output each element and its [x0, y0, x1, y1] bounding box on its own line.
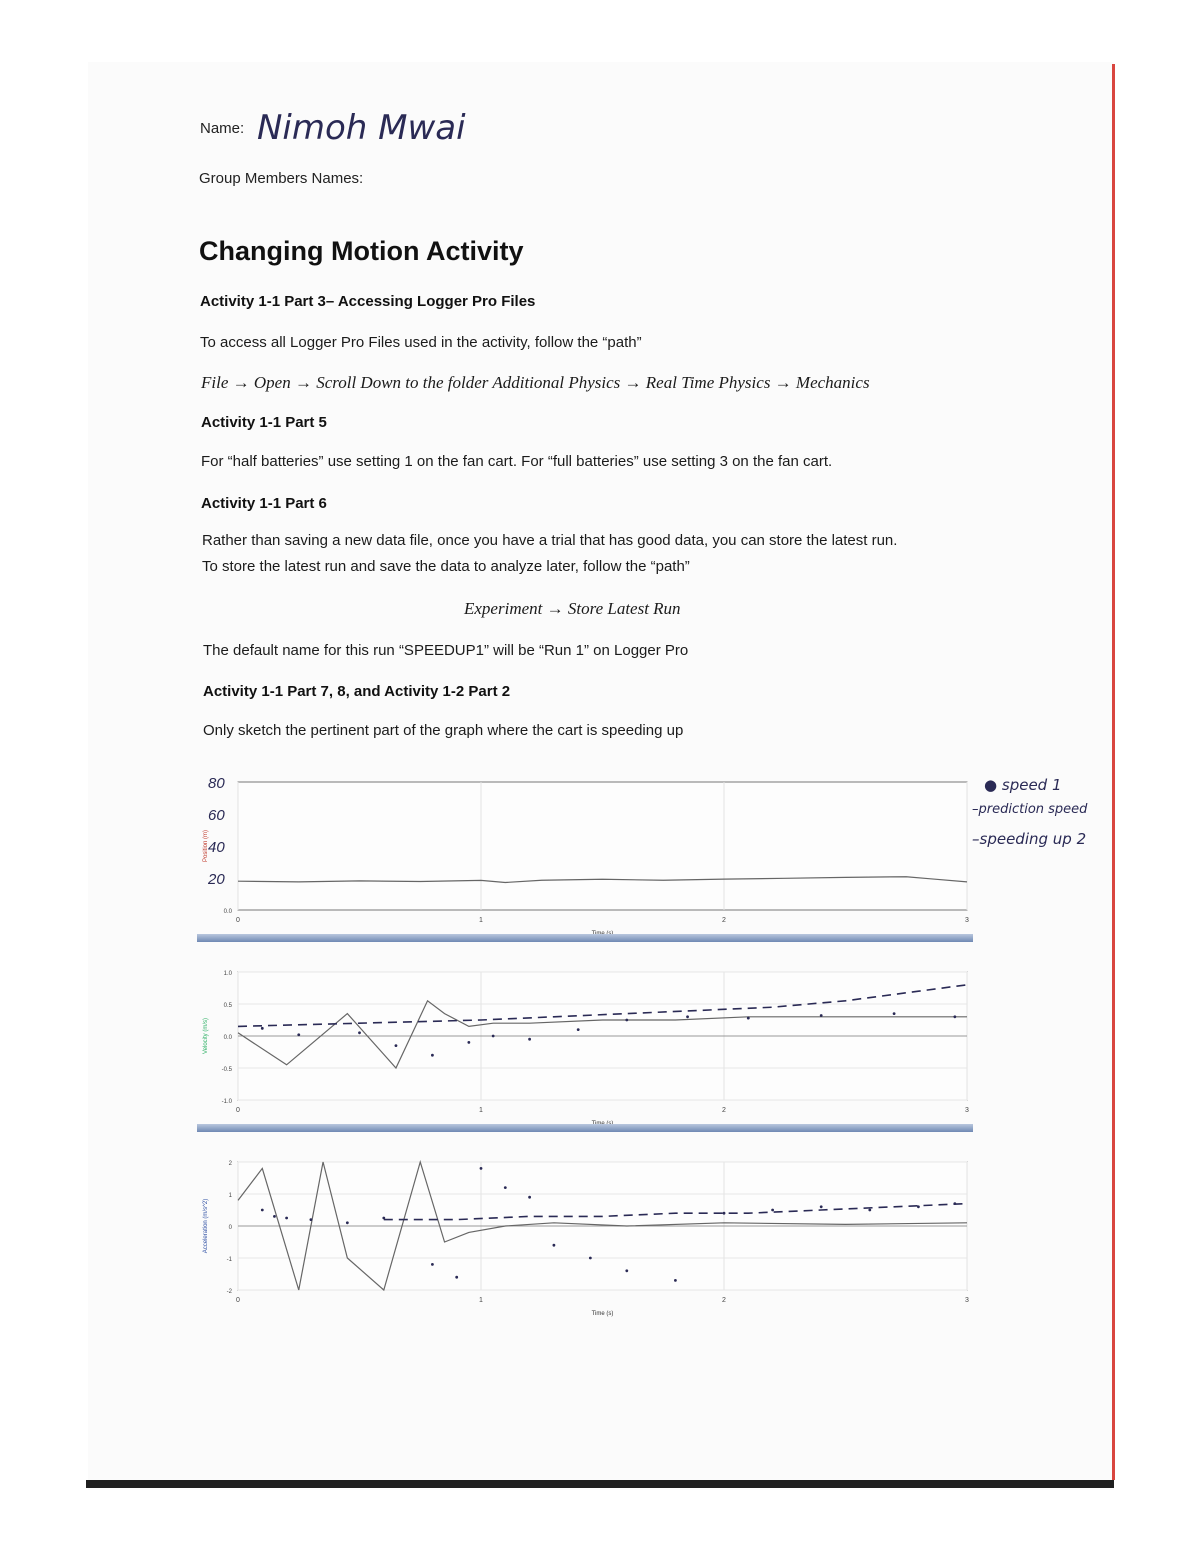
series-point-speed-1: [504, 1186, 507, 1189]
section-text-part6-line2: To store the latest run and save the data to analyze later, follow the “path”: [202, 558, 690, 575]
y-tick-label: -1: [226, 1257, 232, 1263]
series-point-speed-1: [723, 1212, 726, 1215]
graph-divider: [197, 1124, 973, 1132]
series-point-speed-1: [261, 1027, 264, 1030]
y-tick-label: 0: [228, 1225, 232, 1231]
y-axis-label: Velocity (m/s): [203, 1017, 209, 1055]
y-tick-label: 0.5: [223, 1003, 232, 1009]
series-point-speed-1: [480, 1167, 483, 1170]
series-point-speed-1: [553, 1244, 556, 1247]
section-text-part5: For “half batteries” use setting 1 on the fan cart. For “full batteries” use setting 3 on the fan cart.: [201, 453, 833, 470]
series-point-speed-1: [528, 1038, 531, 1041]
page-title: Changing Motion Activity: [199, 236, 524, 266]
x-tick-label: 2: [722, 1107, 726, 1114]
series-point-speed-1: [455, 1276, 458, 1279]
series-point-speed-1: [747, 1017, 750, 1020]
x-tick-label: 0: [236, 917, 240, 924]
x-tick-label: 2: [722, 1297, 726, 1304]
velocity-graph: [195, 962, 985, 1130]
series-point-speed-1: [953, 1015, 956, 1018]
series-point-speed-1: [625, 1269, 628, 1272]
scan-edge: [86, 1480, 1114, 1488]
series-point-speed-1: [431, 1263, 434, 1266]
legend-label-speeding-up-2: speeding up 2: [979, 830, 1087, 848]
x-tick-label: 1: [479, 1107, 483, 1114]
section-heading-part5: Activity 1-1 Part 5: [201, 414, 327, 431]
series-point-speed-1: [868, 1209, 871, 1212]
section-heading-part3: Activity 1-1 Part 3– Accessing Logger Pro Files: [200, 293, 536, 310]
y-axis-label: Acceleration (m/s^2): [203, 1198, 209, 1254]
y-tick-label: 2: [228, 1161, 232, 1167]
position-graph: [195, 772, 985, 940]
series-point-speed-1: [917, 1205, 920, 1208]
x-tick-label: 3: [965, 1107, 969, 1114]
handwritten-y-tick: 40: [208, 839, 225, 856]
name-value: Nimoh Mwai: [257, 108, 466, 148]
series-point-speed-1: [820, 1205, 823, 1208]
legend-label-prediction: prediction speed: [978, 802, 1088, 817]
section-heading-part7: Activity 1-1 Part 7, 8, and Activity 1-2 Part 2: [203, 683, 511, 700]
section-heading-part6: Activity 1-1 Part 6: [201, 495, 327, 512]
group-members-label: Group Members Names:: [199, 170, 364, 187]
legend-item-speeding-up-2: [972, 830, 1086, 848]
series-point-speed-1: [346, 1221, 349, 1224]
section-text-part3: To access all Logger Pro Files used in the activity, follow the “path”: [200, 334, 642, 351]
series-point-speed-1: [467, 1041, 470, 1044]
legend-item-prediction: [972, 802, 1087, 817]
series-point-speed-1: [297, 1033, 300, 1036]
legend-dash-icon: –: [972, 802, 979, 817]
x-tick-label: 0: [236, 1107, 240, 1114]
path-file-open: File → Open → Scroll Down to the folder Additional Physics → Real Time Physics → Mechanics: [201, 373, 870, 392]
series-point-speed-1: [528, 1196, 531, 1199]
name-label: Name:: [200, 120, 245, 137]
series-point-speed-1: [273, 1215, 276, 1218]
series-point-speed-1: [492, 1035, 495, 1038]
graph-divider: [197, 934, 973, 942]
plot-frame: [238, 782, 967, 910]
series-point-speed-1: [431, 1054, 434, 1057]
section-text-part6-line1: Rather than saving a new data file, once you have a trial that has good data, you can store the latest run.: [202, 532, 898, 549]
series-point-speed-1: [674, 1279, 677, 1282]
x-tick-label: 1: [479, 1297, 483, 1304]
x-tick-label: 3: [965, 917, 969, 924]
handwritten-y-tick: 20: [208, 871, 225, 888]
y-tick-label: -1.0: [221, 1099, 232, 1105]
acceleration-graph: [195, 1152, 985, 1320]
series-point-speed-1: [589, 1257, 592, 1260]
run-name-note: The default name for this run “SPEEDUP1” will be “Run 1” on Logger Pro: [203, 642, 689, 659]
y-tick-label: 1.0: [223, 971, 232, 977]
series-point-speed-1: [577, 1028, 580, 1031]
y-tick-label: 0.0: [223, 1035, 232, 1041]
x-tick-label: 1: [479, 917, 483, 924]
x-axis-label: Time (s): [591, 1311, 614, 1317]
series-point-speed-1: [625, 1019, 628, 1022]
y-tick-label: -2: [226, 1289, 232, 1295]
handwritten-y-tick: 80: [208, 775, 225, 792]
y-tick-label: -0.5: [221, 1067, 232, 1073]
series-point-speed-1: [686, 1015, 689, 1018]
y-tick-label: 1: [228, 1193, 232, 1199]
page-edge: [1112, 64, 1115, 1480]
series-point-speed-1: [820, 1014, 823, 1017]
x-tick-label: 3: [965, 1297, 969, 1304]
section-text-part7: Only sketch the pertinent part of the graph where the cart is speeding up: [203, 722, 684, 739]
legend-dot-icon: ●: [984, 776, 998, 794]
series-point-speed-1: [310, 1218, 313, 1221]
y-axis-label: Position (m): [203, 829, 209, 863]
y-tick-label: 0.0: [223, 909, 232, 915]
series-point-speed-1: [771, 1209, 774, 1212]
legend-label-speed-1: speed 1: [1001, 776, 1062, 794]
series-point-speed-1: [953, 1202, 956, 1205]
series-point-speed-1: [382, 1217, 385, 1220]
handwritten-y-tick: 60: [208, 807, 225, 824]
legend-dash-icon: –: [972, 830, 980, 848]
path-store-run: Experiment → Store Latest Run: [464, 599, 681, 618]
series-point-speed-1: [261, 1209, 264, 1212]
series-point-speed-1: [395, 1044, 398, 1047]
x-tick-label: 2: [722, 917, 726, 924]
series-point-speed-1: [285, 1217, 288, 1220]
x-tick-label: 0: [236, 1297, 240, 1304]
series-point-speed-1: [358, 1031, 361, 1034]
series-point-speed-1: [893, 1012, 896, 1015]
legend-item-speed-1: [984, 776, 1062, 794]
